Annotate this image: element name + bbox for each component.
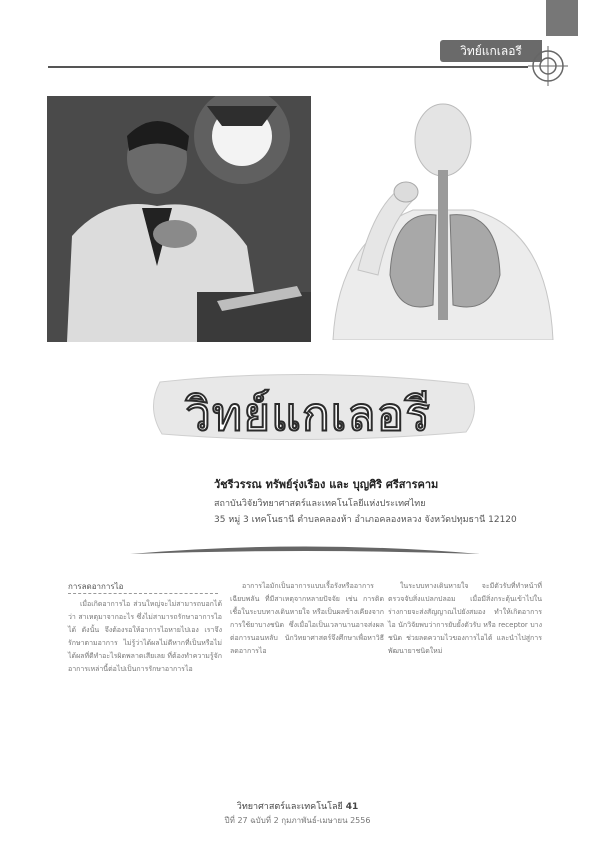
body-text-col1: เมื่อเกิดอาการไอ ส่วนใหญ่จะไม่สามารถบอกได้ว่า สาเหตุมาจากอะไร ซึ่งไม่สามารถรักษาอาการไอได้ ดังนั้น จึงต้องรอให้อาการไอหายไปเอง เราจึงรักษาตามอาการ ไม่รู้ว่าได้ผลไม่ดีหากที่เป็นหรือไม่ได้ผลที่ดีทำอะไรผิดพลาดเสียเลย ที่ต้องทำความรู้จักอาการเหล่านี้ต่อไปเป็นการรักษาอาการไอ [68,600,222,673]
footer-journal [0,799,595,813]
photo-man-coughing [47,96,311,342]
journal-name: วิทยาศาสตร์และเทคโนโลยี [236,802,343,812]
page-number: 41 [345,802,359,812]
body-column-3 [388,580,542,658]
photo-anatomy-lungs [318,100,558,340]
author-affiliation [214,496,517,528]
body-text-col2: อาการไอมักเป็นอาการแบบเรื้อรังหรืออาการเฉียบพลัน ที่มีสาเหตุจากหลายปัจจัย เช่น การติดเชื้อในระบบทางเดินหายใจ หรือเป็นผลข้างเคียงจากการใช้ยาบางชนิด ซึ่งเมื่อไอเป็นเวลานานอาจส่งผลต่อการนอนหลับ นักวิทยาศาสตร์จึงศึกษาเพื่อหาวิธีลดอาการไอ [230,582,384,655]
footer-issue: ปีที่ 27 ฉบับที่ 2 กุมภาพันธ์-เมษายน 2556 [224,816,371,825]
affiliation-line-1: สถาบันวิจัยวิทยาศาสตร์และเทคโนโลยีแห่งประเทศไทย [214,499,426,509]
section-tab: วิทย์แกเลอรี [440,40,542,62]
body-column-1 [68,580,222,676]
target-icon [528,46,568,86]
article-authors: วัชรีวรรณ ทรัพย์รุ่งเรือง และ บุญศิริ ศรีสารคาม [214,478,439,491]
section-heading: การลดอาการไอ [68,580,218,594]
article-title: วิทย์แกเลอรี [185,387,431,441]
swoosh-divider [130,545,480,557]
header-rule [48,66,528,68]
affiliation-line-2: 35 หมู่ 3 เทคโนธานี ตำบลคลองห้า อำเภอคลองหลวง จังหวัดปทุมธานี 12120 [214,515,517,525]
body-text-col3: ในระบบทางเดินหายใจ จะมีตัวรับที่ทำหน้าที่ตรวจจับสิ่งแปลกปลอม เมื่อมีสิ่งกระตุ้นเข้าไปในร่างกายจะส่งสัญญาณไปยังสมอง ทำให้เกิดอาการไอ นักวิจัยพบว่าการยับยั้งตัวรับ หรือ receptor บางชนิด ช่วยลดความไวของการไอได้ และนำไปสู่การพัฒนายาชนิดใหม่ [388,582,542,655]
body-column-2 [230,580,384,658]
header-corner-block [546,0,578,36]
